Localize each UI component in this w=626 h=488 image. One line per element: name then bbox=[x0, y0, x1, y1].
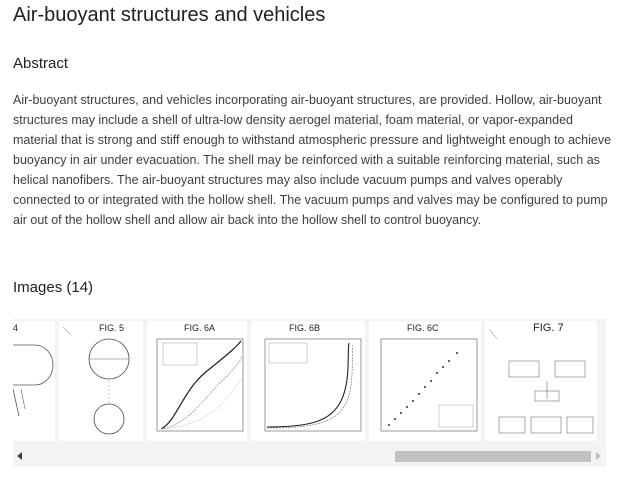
abstract-heading: Abstract bbox=[13, 55, 69, 72]
scrollbar-thumb[interactable] bbox=[395, 451, 591, 462]
thumbnail-fig-4[interactable] bbox=[13, 321, 55, 441]
thumbnail-label: FIG. 7 bbox=[533, 322, 564, 334]
thumbnail-label: FIG. 5 bbox=[99, 323, 125, 333]
thumbnail-fig-6c[interactable] bbox=[369, 321, 481, 441]
thumbnail-label: FIG. 6C bbox=[407, 323, 439, 333]
images-heading: Images (14) bbox=[13, 279, 94, 296]
thumbnail-fig-6b[interactable] bbox=[251, 321, 365, 441]
page-title: Air-buoyant structures and vehicles bbox=[13, 4, 326, 26]
abstract-text: Air-buoyant structures, and vehicles incorporating air-buoyant structures, are provided. Hollow, air-buoyant structures may include a shell of ultra-low density aerogel material, foam material, or vapor-expanded material that is strong and stiff enough to withstand atmospheric pressure and lightweight enough to achieve buoyancy in air under evacuation. The shell may be reinforced with a suitable reinforcing material, such as helical nanofibers. The air-buoyant structures may also include vacuum pumps and valves operably connected to or integrated with the hollow shell. The vacuum pumps and valves may be configured to pump air out of the hollow shell and allow air back into the hollow shell to control buoyancy. bbox=[13, 93, 612, 227]
thumbnail-label: FIG. 6B bbox=[289, 323, 321, 333]
thumbnail-fig-5[interactable] bbox=[59, 321, 143, 441]
image-carousel bbox=[13, 319, 606, 467]
thumbnail-strip bbox=[13, 321, 606, 441]
thumbnail-label: FIG. 6A bbox=[184, 323, 216, 333]
carousel-scrollbar[interactable] bbox=[13, 448, 606, 466]
thumbnail-fig-6a[interactable] bbox=[147, 321, 247, 441]
thumbnail-fig-7[interactable] bbox=[485, 321, 597, 441]
thumbnail-label: 4 bbox=[13, 323, 19, 333]
scroll-left-icon[interactable] bbox=[17, 452, 22, 460]
scroll-right-icon[interactable] bbox=[596, 452, 601, 460]
